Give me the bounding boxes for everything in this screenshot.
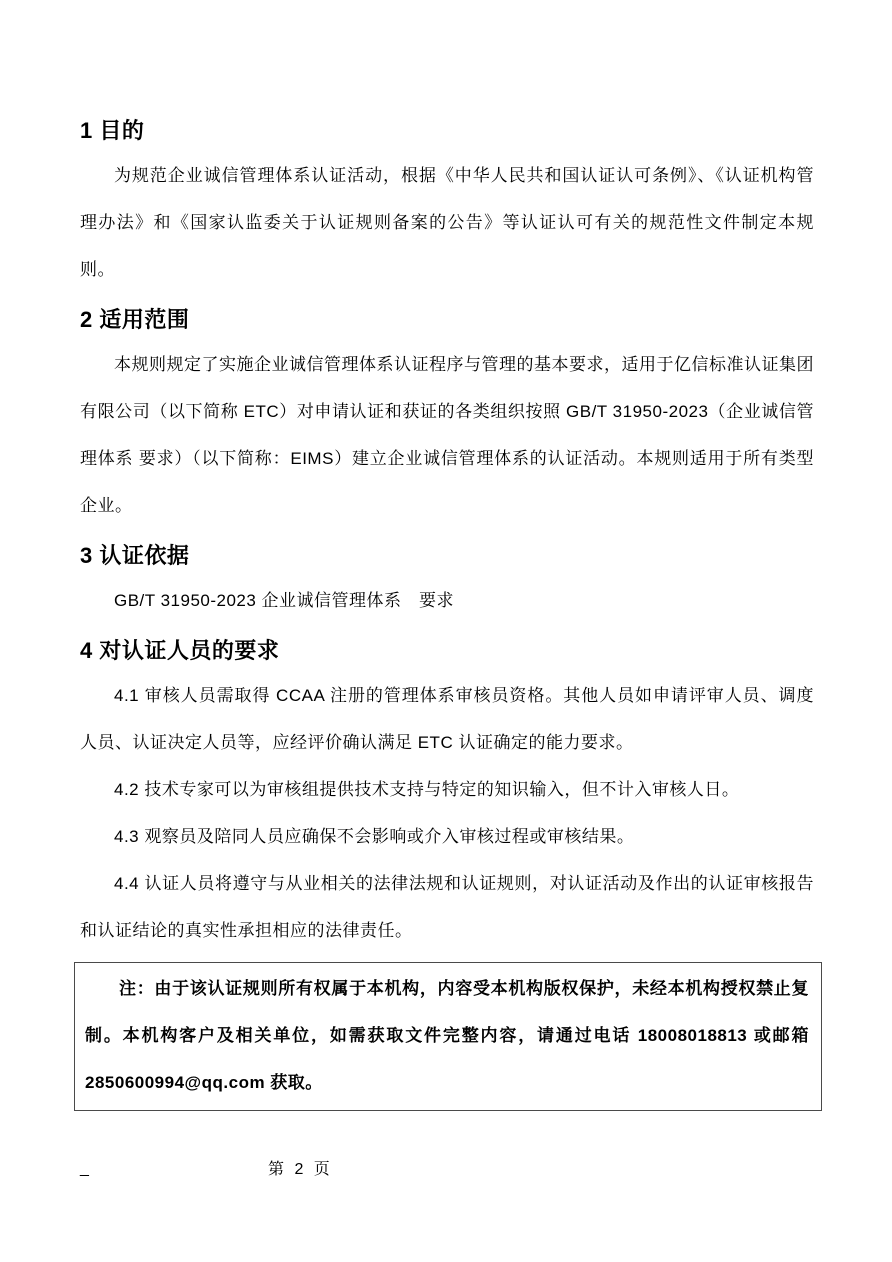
section-personnel-requirements (80, 636, 814, 954)
section-certification-basis (80, 541, 814, 624)
copyright-note-box (74, 962, 822, 1111)
section-purpose (80, 116, 814, 293)
paragraph-4-3: 4.3 观察员及陪同人员应确保不会影响或介入审核过程或审核结果。 (114, 827, 635, 846)
paragraph: 为规范企业诚信管理体系认证活动，根据《中华人民共和国认证认可条例》、《认证机构管理办法》和《国家认监委关于认证规则备案的公告》等认证认可有关的规范性文件制定本规则。 (80, 166, 814, 279)
page-number: 第 2 页 (268, 1161, 333, 1178)
paragraph-4-4: 4.4 认证人员将遵守与从业相关的法律法规和认证规则，对认证活动及作出的认证审核报告和认证结论的真实性承担相应的法律责任。 (80, 874, 814, 940)
section-heading-scope: 2 适用范围 (80, 307, 190, 332)
paragraph-4-2: 4.2 技术专家可以为审核组提供技术支持与特定的知识输入，但不计入审核人日。 (114, 780, 740, 799)
section-heading-certification-basis: 3 认证依据 (80, 543, 190, 568)
section-scope (80, 305, 814, 529)
footnote-separator-mark: _ (80, 1160, 89, 1177)
document-content (80, 0, 814, 1111)
section-heading-personnel-requirements: 4 对认证人员的要求 (80, 638, 280, 663)
copyright-note-text: 注：由于该认证规则所有权属于本机构，内容受本机构版权保护，未经本机构授权禁止复制。本机构客户及相关单位，如需获取文件完整内容，请通过电话 18008018813 或邮箱 2850600994@qq.com 获取。 (85, 979, 809, 1092)
paragraph: 本规则规定了实施企业诚信管理体系认证程序与管理的基本要求，适用于亿信标准认证集团有限公司（以下简称 ETC）对申请认证和获证的各类组织按照 GB/T 31950-2023（企业诚信管理体系 要求）（以下简称：EIMS）建立企业诚信管理体系的认证活动。本规则适用于所有类型企业。 (80, 355, 814, 515)
paragraph-4-1: 4.1 审核人员需取得 CCAA 注册的管理体系审核员资格。其他人员如申请评审人员、调度人员、认证决定人员等，应经评价确认满足 ETC 认证确定的能力要求。 (80, 686, 814, 752)
paragraph: GB/T 31950-2023 企业诚信管理体系 要求 (114, 591, 455, 610)
section-heading-purpose: 1 目的 (80, 118, 145, 143)
